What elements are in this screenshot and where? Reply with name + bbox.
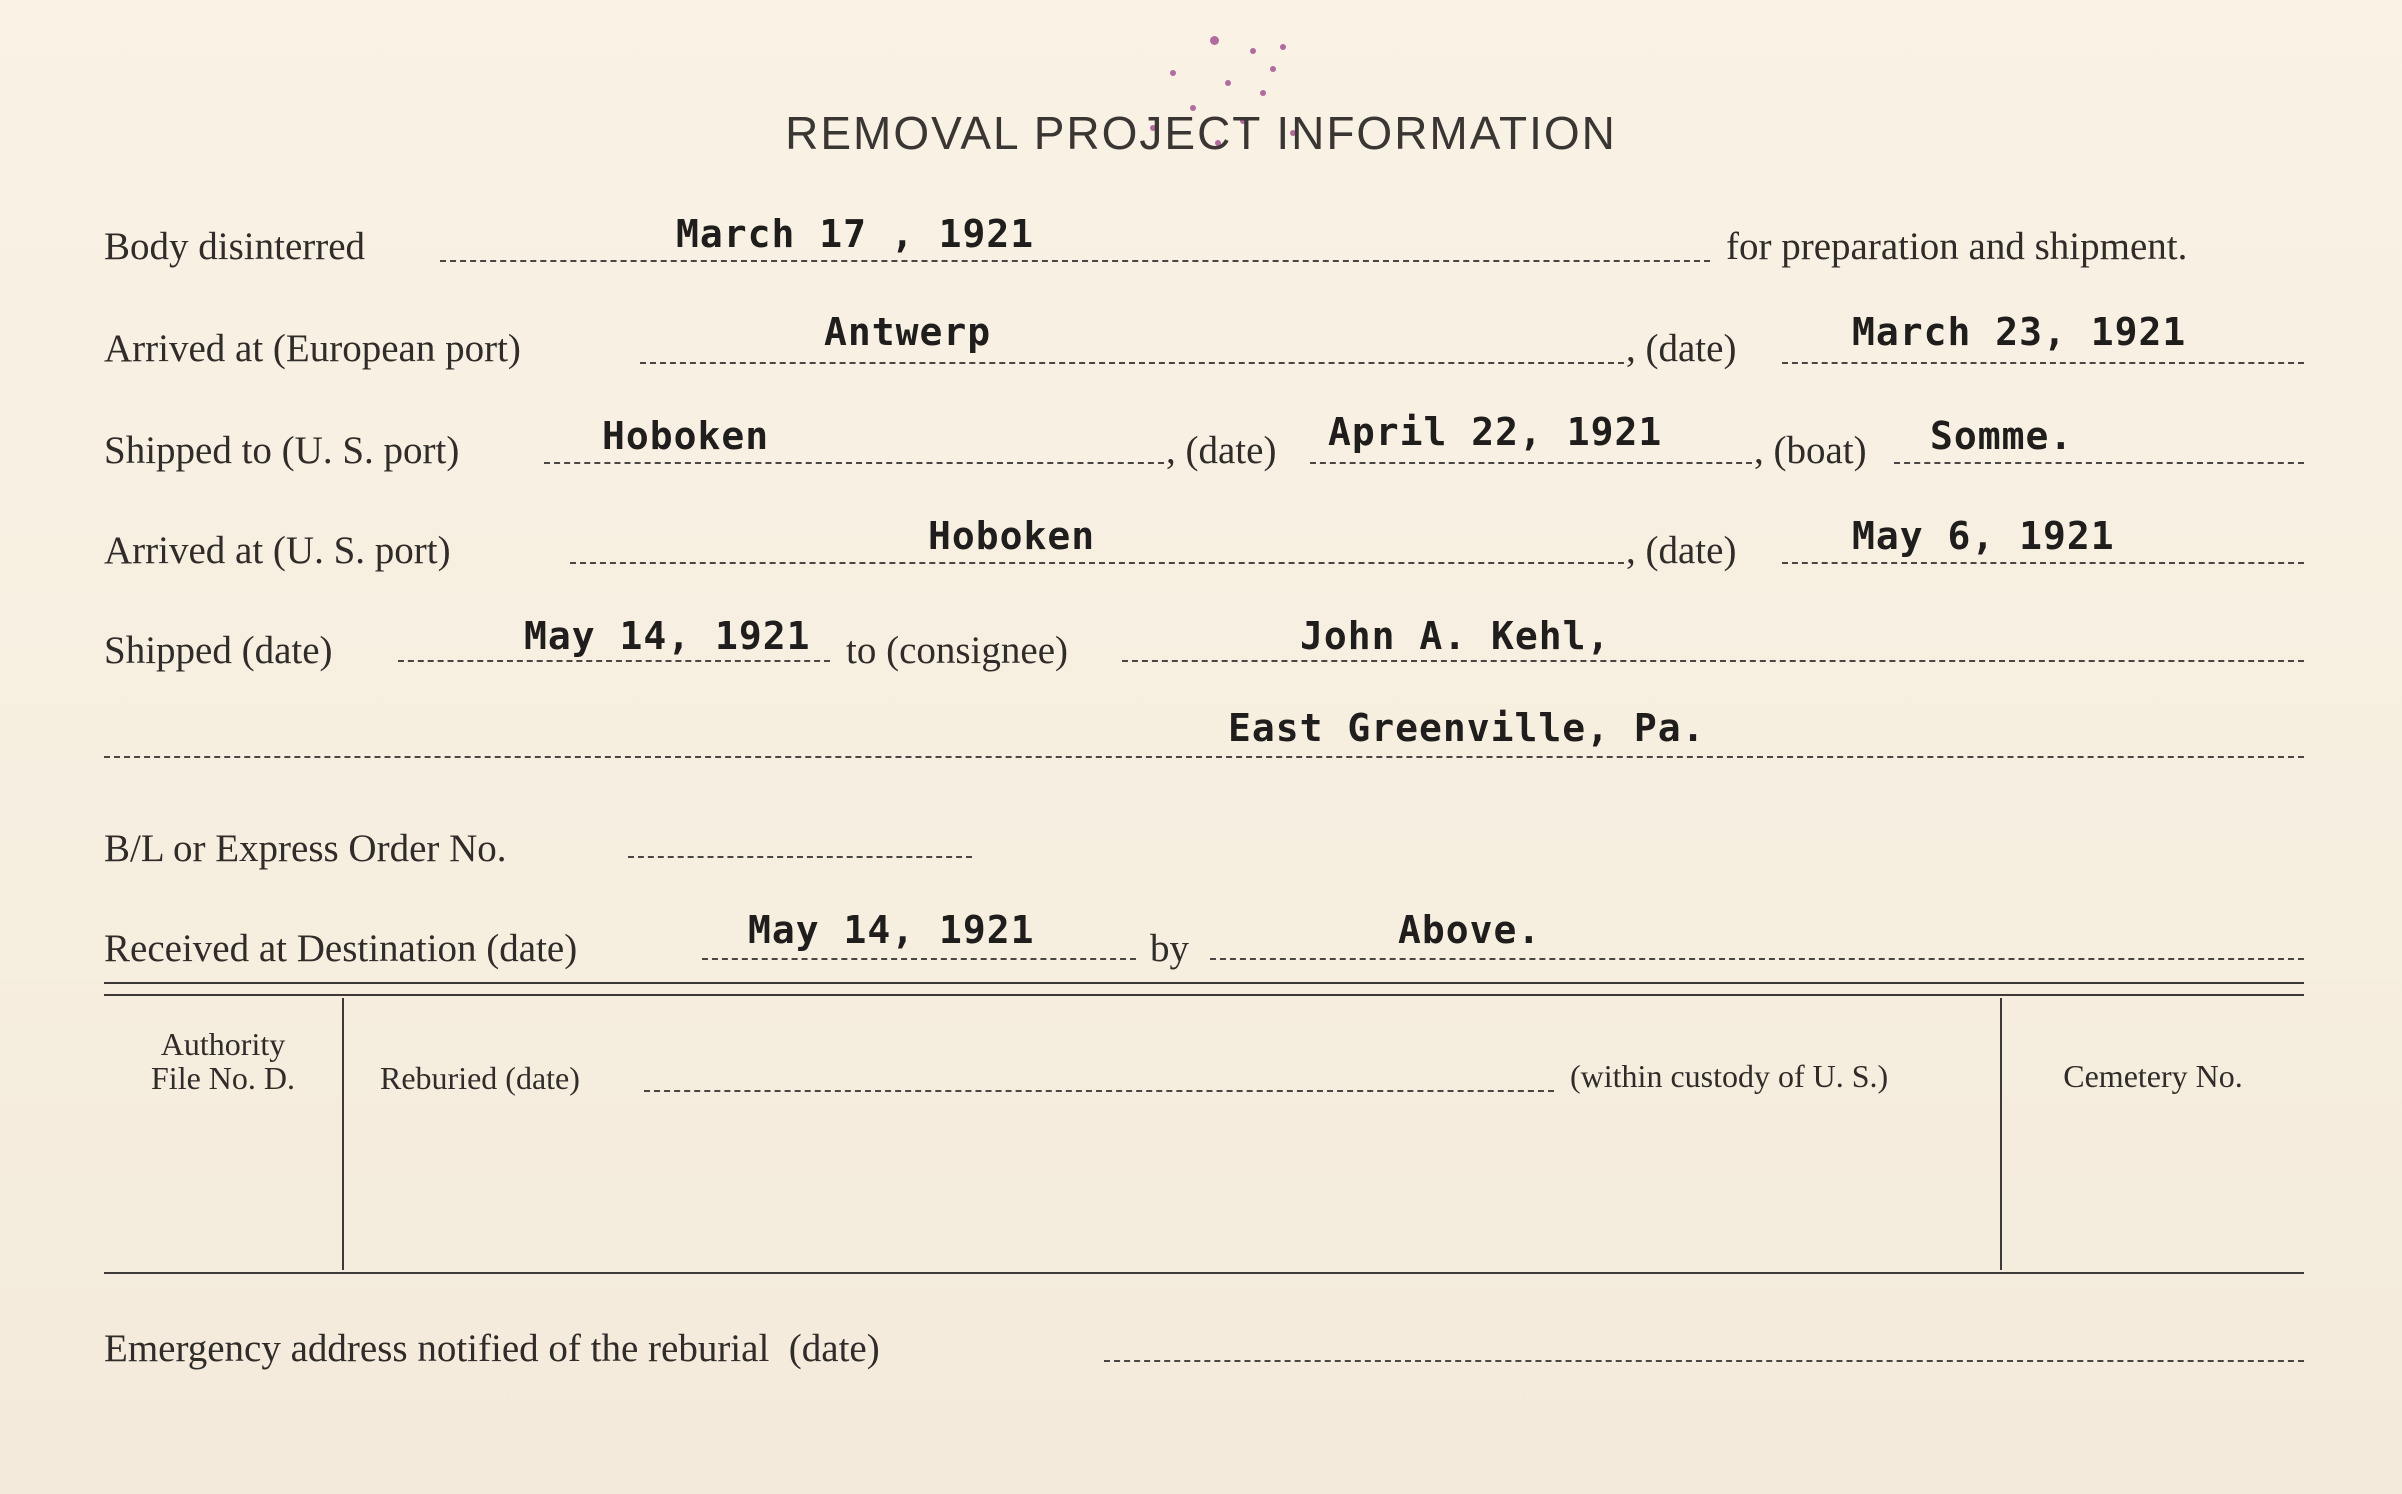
custody-label: (within custody of U. S.) (1570, 1058, 1889, 1094)
box-top-rule-2 (104, 994, 2304, 996)
consignee-address-line (104, 756, 2304, 758)
box-bottom-rule (104, 1272, 2304, 1274)
european-port-label: Arrived at (European port) (104, 327, 521, 370)
arrived-us-date-label: , (date) (1626, 529, 1737, 572)
shipped-us-port-value: Hoboken (602, 414, 770, 458)
form-title: REMOVAL PROJECT INFORMATION (785, 107, 1617, 159)
received-date-line (702, 958, 1136, 960)
arrived-us-port-label: Arrived at (U. S. port) (104, 529, 451, 572)
arrived-us-port-value: Hoboken (928, 514, 1096, 558)
boat-value: Somme. (1930, 414, 2074, 458)
emergency-address-line (1104, 1360, 2304, 1362)
shipped-us-port-line (544, 462, 1164, 464)
preparation-shipment-label: for preparation and shipment. (1726, 225, 2188, 268)
reburied-line (644, 1090, 1554, 1092)
consignee-address-value: East Greenville, Pa. (1228, 706, 1706, 750)
reburied-label: Reburied (date) (380, 1060, 580, 1096)
shipped-us-port-label: Shipped to (U. S. port) (104, 429, 460, 472)
box-top-rule (104, 982, 2304, 984)
boat-line (1894, 462, 2304, 464)
arrived-us-date-value: May 6, 1921 (1852, 514, 2115, 558)
box-divider-right (2000, 998, 2002, 1270)
shipped-date-label: , (date) (1166, 429, 1277, 472)
bl-express-line (628, 856, 972, 858)
bl-express-label: B/L or Express Order No. (104, 827, 507, 870)
file-no-label: File No. D. (151, 1060, 295, 1096)
european-date-value: March 23, 1921 (1852, 310, 2187, 354)
shipped-date2-value: May 14, 1921 (524, 614, 811, 658)
european-port-value: Antwerp (824, 310, 992, 354)
received-destination-label: Received at Destination (date) (104, 927, 578, 970)
european-date-label: , (date) (1626, 327, 1737, 370)
body-disinterred-line (440, 260, 1710, 262)
consignee-label: to (consignee) (846, 629, 1069, 672)
box-divider-left (342, 998, 344, 1270)
body-disinterred-value: March 17 , 1921 (676, 212, 1035, 256)
consignee-value: John A. Kehl, (1300, 614, 1611, 658)
received-by-value: Above. (1398, 908, 1542, 952)
emergency-address-label: Emergency address notified of the reburial (date) (104, 1327, 880, 1370)
consignee-line (1122, 660, 2304, 662)
shipped-date-value: April 22, 1921 (1328, 410, 1663, 454)
european-date-line (1782, 362, 2304, 364)
received-by-label: by (1150, 927, 1189, 970)
received-date-value: May 14, 1921 (748, 908, 1035, 952)
boat-label: , (boat) (1754, 429, 1867, 472)
cemetery-no-label: Cemetery No. (2063, 1058, 2243, 1094)
shipped-date2-label: Shipped (date) (104, 629, 333, 672)
arrived-us-port-line (570, 562, 1624, 564)
arrived-us-date-line (1782, 562, 2304, 564)
received-by-line (1210, 958, 2304, 960)
shipped-date2-line (398, 660, 830, 662)
body-disinterred-label: Body disinterred (104, 225, 366, 268)
european-port-line (640, 362, 1624, 364)
authority-label: Authority (160, 1026, 286, 1062)
shipped-date-line (1310, 462, 1752, 464)
